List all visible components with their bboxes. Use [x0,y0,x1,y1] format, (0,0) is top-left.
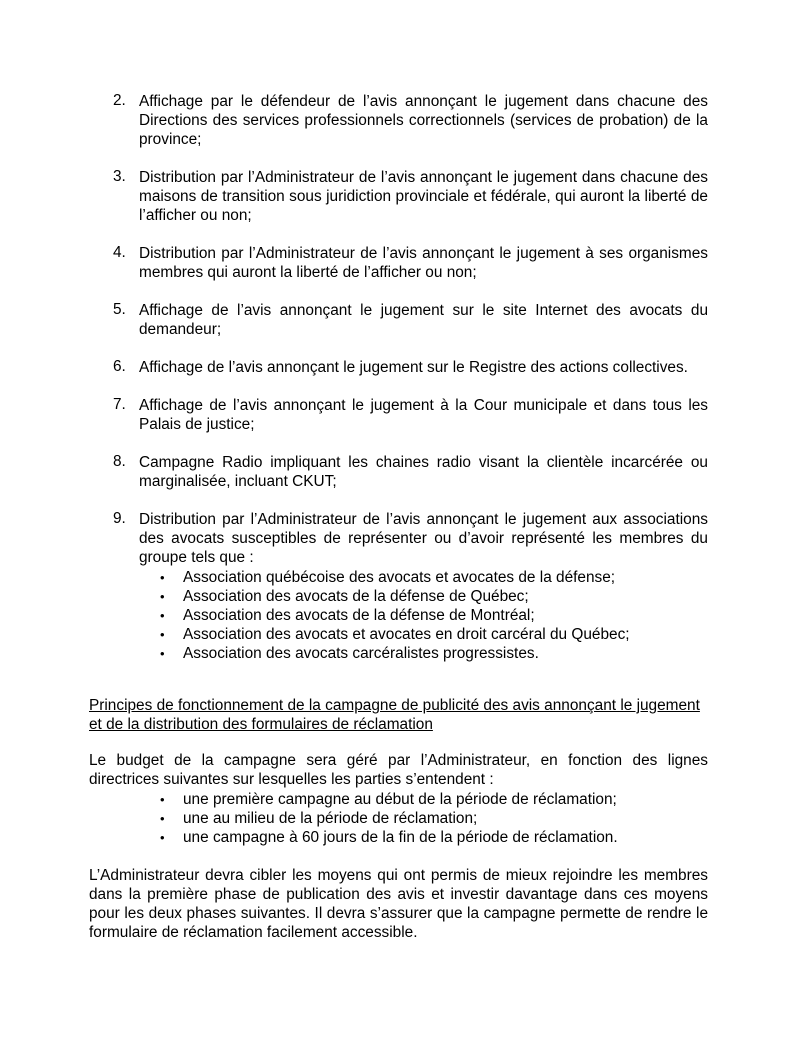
item-text: Distribution par l’Administrateur de l’avis annonçant le jugement à ses organismes membres qui auront la liberté de l’afficher ou non; [139,245,708,281]
list-item [160,587,703,606]
item-text: Distribution par l’Administrateur de l’avis annonçant le jugement aux associations des avocats susceptibles de représenter ou d’avoir représenté les membres du groupe tels que : [139,511,708,566]
campaign-step: une au milieu de la période de réclamation; [183,810,478,827]
campaign-steps-list [160,790,703,847]
item-number: 5. [113,301,126,318]
item-number: 8. [113,453,126,470]
list-item [113,396,708,434]
list-item [113,453,708,491]
bullet-icon: • [160,646,165,661]
item-text: Distribution par l’Administrateur de l’avis annonçant le jugement dans chacune des maisons de transition sous juridiction provinciale et fédérale, qui auront la liberté de l’afficher ou non; [139,169,708,224]
bullet-icon: • [160,570,165,585]
list-item [113,92,708,149]
item-number: 6. [113,358,126,375]
item-text: Affichage de l’avis annonçant le jugement sur le site Internet des avocats du demandeur; [139,302,708,338]
list-item [160,809,703,828]
associations-list [160,568,703,663]
bullet-icon: • [160,792,165,807]
item-text: Affichage de l’avis annonçant le jugement à la Cour municipale et dans tous les Palais de justice; [139,397,708,433]
list-item [113,168,708,225]
campaign-step: une première campagne au début de la période de réclamation; [183,791,617,808]
list-item [160,625,703,644]
list-item [113,510,708,567]
bullet-icon: • [160,627,165,642]
targeting-paragraph: L’Administrateur devra cibler les moyens qui ont permis de mieux rejoindre les membres dans la première phase de publication des avis et investir davantage dans ces moyens pour les deux phases suivantes. Il devra s’assurer que la campagne permette de rendre le formulaire de réclamation facilement accessible. [89,867,708,941]
bullet-icon: • [160,830,165,845]
list-item [113,358,708,377]
list-item [160,644,703,663]
list-item [113,301,708,339]
list-item [160,606,703,625]
item-number: 4. [113,244,126,261]
item-number: 3. [113,168,126,185]
item-number: 2. [113,92,126,109]
item-number: 9. [113,510,126,527]
item-text: Affichage par le défendeur de l’avis annonçant le jugement dans chacune des Directions des services professionnels correctionnels (services de probation) de la province; [139,93,708,148]
bullet-icon: • [160,589,165,604]
association-name: Association des avocats et avocates en droit carcéral du Québec; [183,626,630,643]
section-heading: Principes de fonctionnement de la campagne de publicité des avis annonçant le jugement et de la distribution des formulaires de réclamation [89,697,700,733]
association-name: Association québécoise des avocats et avocates de la défense; [183,569,616,586]
numbered-list [113,92,708,586]
campaign-step: une campagne à 60 jours de la fin de la période de réclamation. [183,829,618,846]
item-number: 7. [113,396,126,413]
list-item [160,790,703,809]
budget-paragraph: Le budget de la campagne sera géré par l’Administrateur, en fonction des lignes directrices suivantes sur lesquelles les parties s’entendent : [89,752,708,788]
bullet-icon: • [160,811,165,826]
list-item [160,828,703,847]
bullet-icon: • [160,608,165,623]
association-name: Association des avocats de la défense de Québec; [183,588,529,605]
list-item [160,568,703,587]
association-name: Association des avocats de la défense de Montréal; [183,607,535,624]
association-name: Association des avocats carcéralistes progressistes. [183,645,539,662]
item-text: Affichage de l’avis annonçant le jugement sur le Registre des actions collectives. [139,359,688,376]
item-text: Campagne Radio impliquant les chaines radio visant la clientèle incarcérée ou marginalisée, incluant CKUT; [139,454,708,490]
list-item [113,244,708,282]
